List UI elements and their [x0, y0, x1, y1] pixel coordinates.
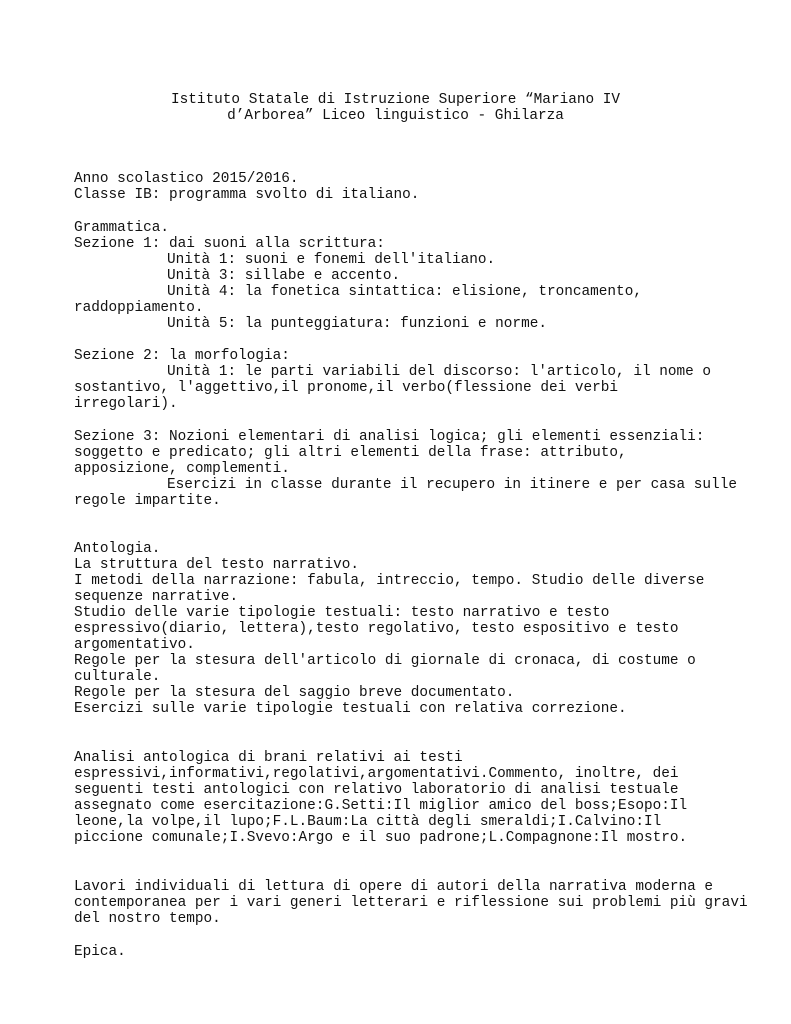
analisi-line: seguenti testi antologici con relativo laboratorio di analisi testuale — [74, 782, 679, 798]
header-line-1: Istituto Statale di Istruzione Superiore “Mariano IV — [170, 92, 621, 108]
unita-4: Unità 4: la fonetica sintattica: elisione, troncamento, — [167, 284, 642, 300]
antologia-line: Regole per la stesura del saggio breve documentato. — [74, 685, 515, 701]
antologia-line: Esercizi sulle varie tipologie testuali con relativa correzione. — [74, 701, 627, 717]
sez2-unita-1: Unità 1: le parti variabili del discorso: l'articolo, il nome o — [167, 364, 712, 380]
antologia-line: La struttura del testo narrativo. — [74, 557, 359, 573]
analisi-line: espressivi,informativi,regolativi,argomentativi.Commento, inoltre, dei — [74, 766, 679, 782]
header-line-2: d’Arborea” Liceo linguistico - Ghilarza — [227, 108, 564, 124]
analisi-line: assegnato come esercitazione:G.Setti:Il miglior amico del boss;Esopo:Il — [74, 798, 688, 814]
antologia-line: sequenze narrative. — [74, 589, 239, 605]
esercizi-cont: regole impartite. — [74, 493, 221, 509]
unita-3: Unità 3: sillabe e accento. — [167, 268, 401, 284]
unita-5: Unità 5: la punteggiatura: funzioni e norme. — [167, 316, 547, 332]
antologia-line: I metodi della narrazione: fabula, intreccio, tempo. Studio delle diverse — [74, 573, 705, 589]
unita-4-cont: raddoppiamento. — [74, 300, 204, 316]
antologia-line: culturale. — [74, 669, 161, 685]
lavori-line: del nostro tempo. — [74, 911, 221, 927]
epica-title: Epica. — [74, 944, 126, 960]
antologia-line: Regole per la stesura dell'articolo di giornale di cronaca, di costume o — [74, 653, 696, 669]
analisi-line: piccione comunale;I.Svevo:Argo e il suo padrone;L.Compagnone:Il mostro. — [74, 830, 688, 846]
antologia-line: Studio delle varie tipologie testuali: testo narrativo e testo — [74, 605, 610, 621]
unita-1: Unità 1: suoni e fonemi dell'italiano. — [167, 252, 496, 268]
analisi-line: Analisi antologica di brani relativi ai testi — [74, 750, 463, 766]
lavori-line: contemporanea per i vari generi letterari e riflessione sui problemi più gravi — [74, 895, 748, 911]
grammatica-title: Grammatica. — [74, 220, 169, 236]
sezione-3-end: apposizione, complementi. — [74, 461, 290, 477]
sezione-1: Sezione 1: dai suoni alla scrittura: — [74, 236, 385, 252]
esercizi-line: Esercizi in classe durante il recupero in itinere e per casa sulle — [167, 477, 737, 493]
antologia-line: espressivo(diario, lettera),testo regolativo, testo espositivo e testo — [74, 621, 679, 637]
lavori-line: Lavori individuali di lettura di opere di autori della narrativa moderna e — [74, 879, 714, 895]
analisi-line: leone,la volpe,il lupo;F.L.Baum:La città degli smeraldi;I.Calvino:Il — [74, 814, 662, 830]
class-program: Classe IB: programma svolto di italiano. — [74, 187, 420, 203]
sezione-3-cont: soggetto e predicato; gli altri elementi della frase: attributo, — [74, 445, 627, 461]
school-year: Anno scolastico 2015/2016. — [74, 171, 299, 187]
sezione-2: Sezione 2: la morfologia: — [74, 348, 290, 364]
antologia-title: Antologia. — [74, 541, 161, 557]
sez2-unita-1-end: irregolari). — [74, 396, 178, 412]
sezione-3: Sezione 3: Nozioni elementari di analisi logica; gli elementi essenziali: — [74, 429, 705, 445]
antologia-line: argomentativo. — [74, 637, 195, 653]
sez2-unita-1-cont: sostantivo, l'aggettivo,il pronome,il verbo(flessione dei verbi — [74, 380, 619, 396]
